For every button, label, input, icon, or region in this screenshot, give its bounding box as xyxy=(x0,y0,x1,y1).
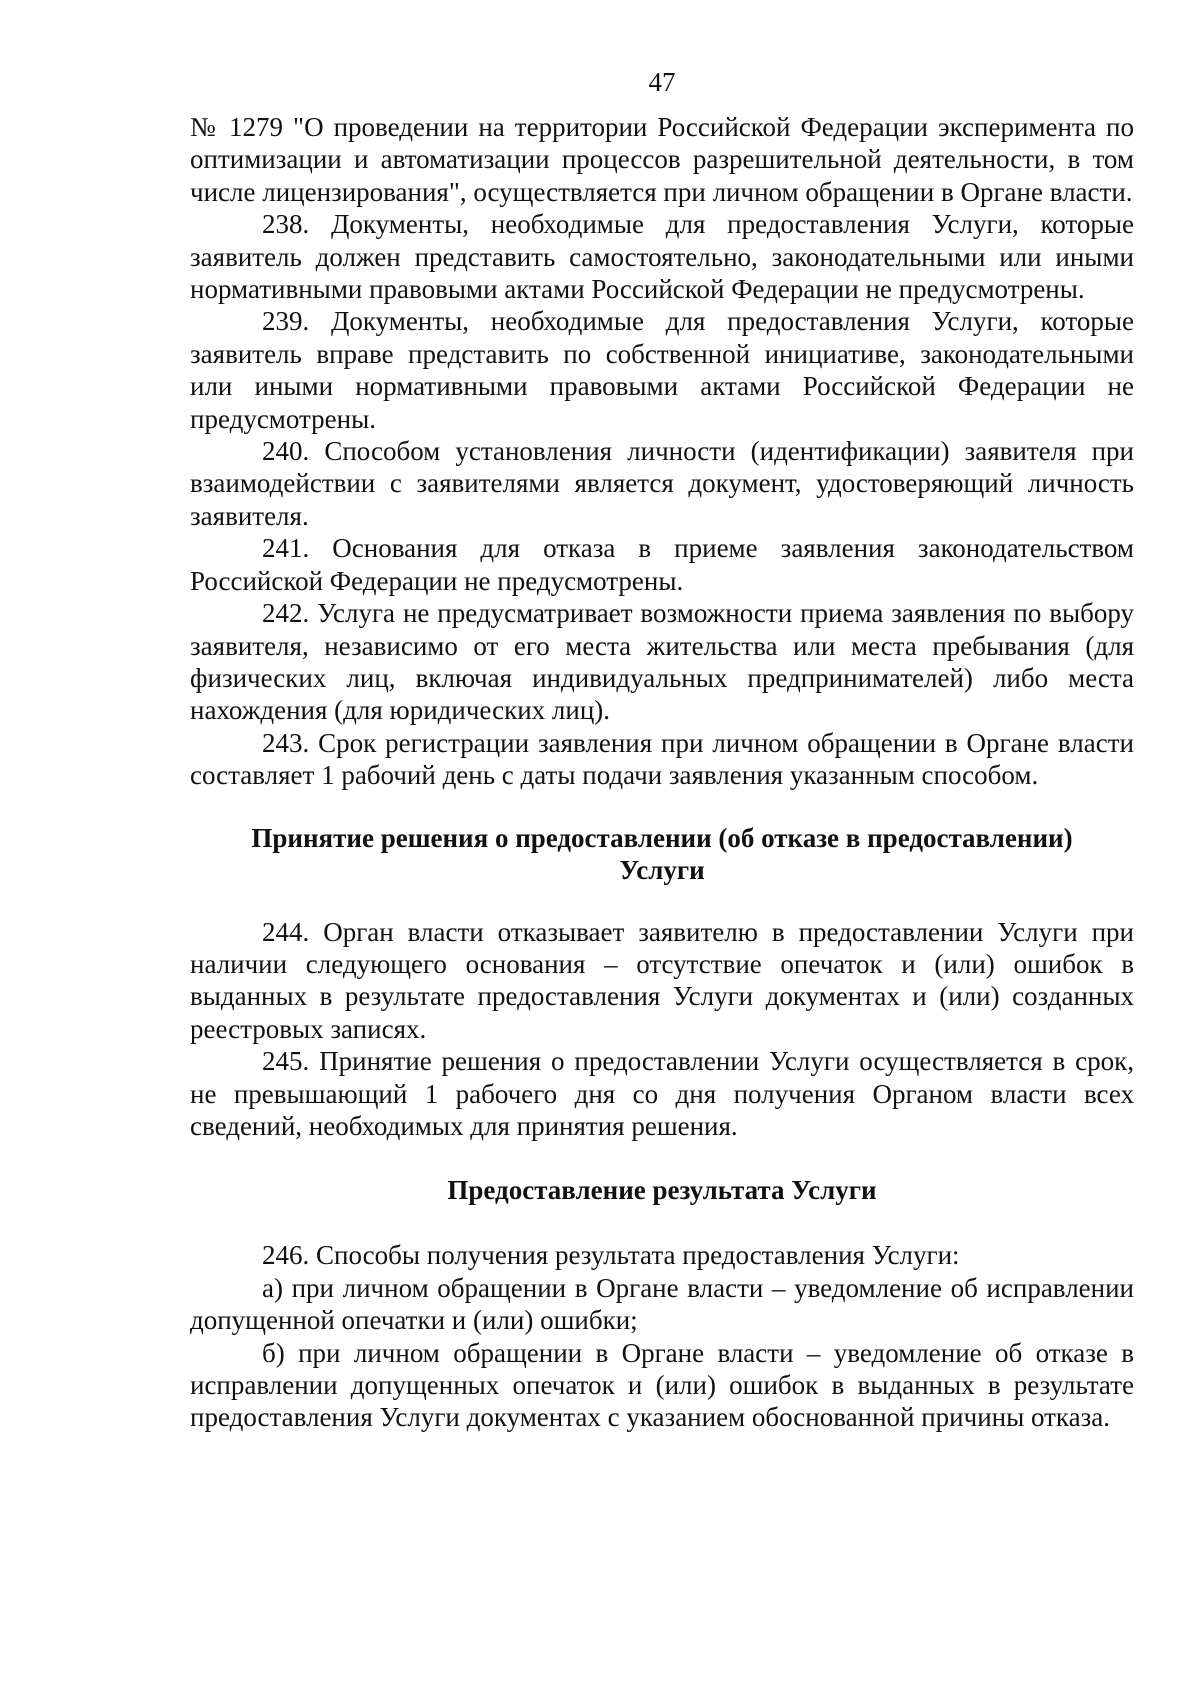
paragraph-246-a: а) при личном обращении в Органе власти – уведомление об исправлении допущенной опечатки и (или) ошибки; xyxy=(190,1272,1134,1336)
paragraph-240: 240. Способом установления личности (идентификации) заявителя при взаимодействии с заявителями является документ, удостоверяющий личность заявителя. xyxy=(190,436,1134,531)
section-heading-decision-line2: Услуги xyxy=(619,854,705,885)
paragraph-continuation: № 1279 "О проведении на территории Российской Федерации эксперимента по оптимизации и автоматизации процессов разрешительной деятельности, в том числе лицензирования", осуществляется при личном обращении в Органе власти. xyxy=(190,112,1134,207)
paragraph-246: 246. Способы получения результата предоставления Услуги: xyxy=(262,1240,960,1271)
section-heading-decision-line1: Принятие решения о предоставлении (об отказе в предоставлении) xyxy=(251,822,1073,853)
paragraph-242: 242. Услуга не предусматривает возможности приема заявления по выбору заявителя, независимо от его места жительства или места пребывания (для физических лиц, включая индивидуальных предпринимателей) либо места нахождения (для юридических лиц). xyxy=(190,598,1134,726)
paragraph-238: 238. Документы, необходимые для предоставления Услуги, которые заявитель должен представить самостоятельно, законодательными или иными нормативными правовыми актами Российской Федерации не предусмотрены. xyxy=(190,209,1134,305)
paragraph-241: 241. Основания для отказа в приеме заявления законодательством Российской Федерации не предусмотрены. xyxy=(190,533,1134,596)
page-number: 47 xyxy=(648,67,676,97)
paragraph-243: 243. Срок регистрации заявления при личном обращении в Органе власти составляет 1 рабочий день с даты подачи заявления указанным способом. xyxy=(190,727,1134,791)
paragraph-239: 239. Документы, необходимые для предоставления Услуги, которые заявитель вправе представить по собственной инициативе, законодательными или иными нормативными правовыми актами Российской Федерации не предусмотрены. xyxy=(190,306,1134,434)
document-page xyxy=(190,66,1134,1434)
section-heading-result: Предоставление результата Услуги xyxy=(447,1175,877,1206)
paragraph-244: 244. Орган власти отказывает заявителю в предоставлении Услуги при наличии следующего основания – отсутствие опечаток и (или) ошибок в выданных в результате предоставления Услуги документах и (или) созданных реестровых записях. xyxy=(190,916,1134,1044)
section-heading-decision xyxy=(190,822,1134,886)
paragraph-246-b: б) при личном обращении в Органе власти – уведомление об отказе в исправлении допущенных опечаток и (или) ошибок в выданных в результате предоставления Услуги документах с указанием обоснованной причины отказа. xyxy=(190,1337,1134,1433)
paragraph-245: 245. Принятие решения о предоставлении Услуги осуществляется в срок, не превышающий 1 рабочего дня со дня получения Органом власти всех сведений, необходимых для принятия решения. xyxy=(190,1046,1134,1141)
